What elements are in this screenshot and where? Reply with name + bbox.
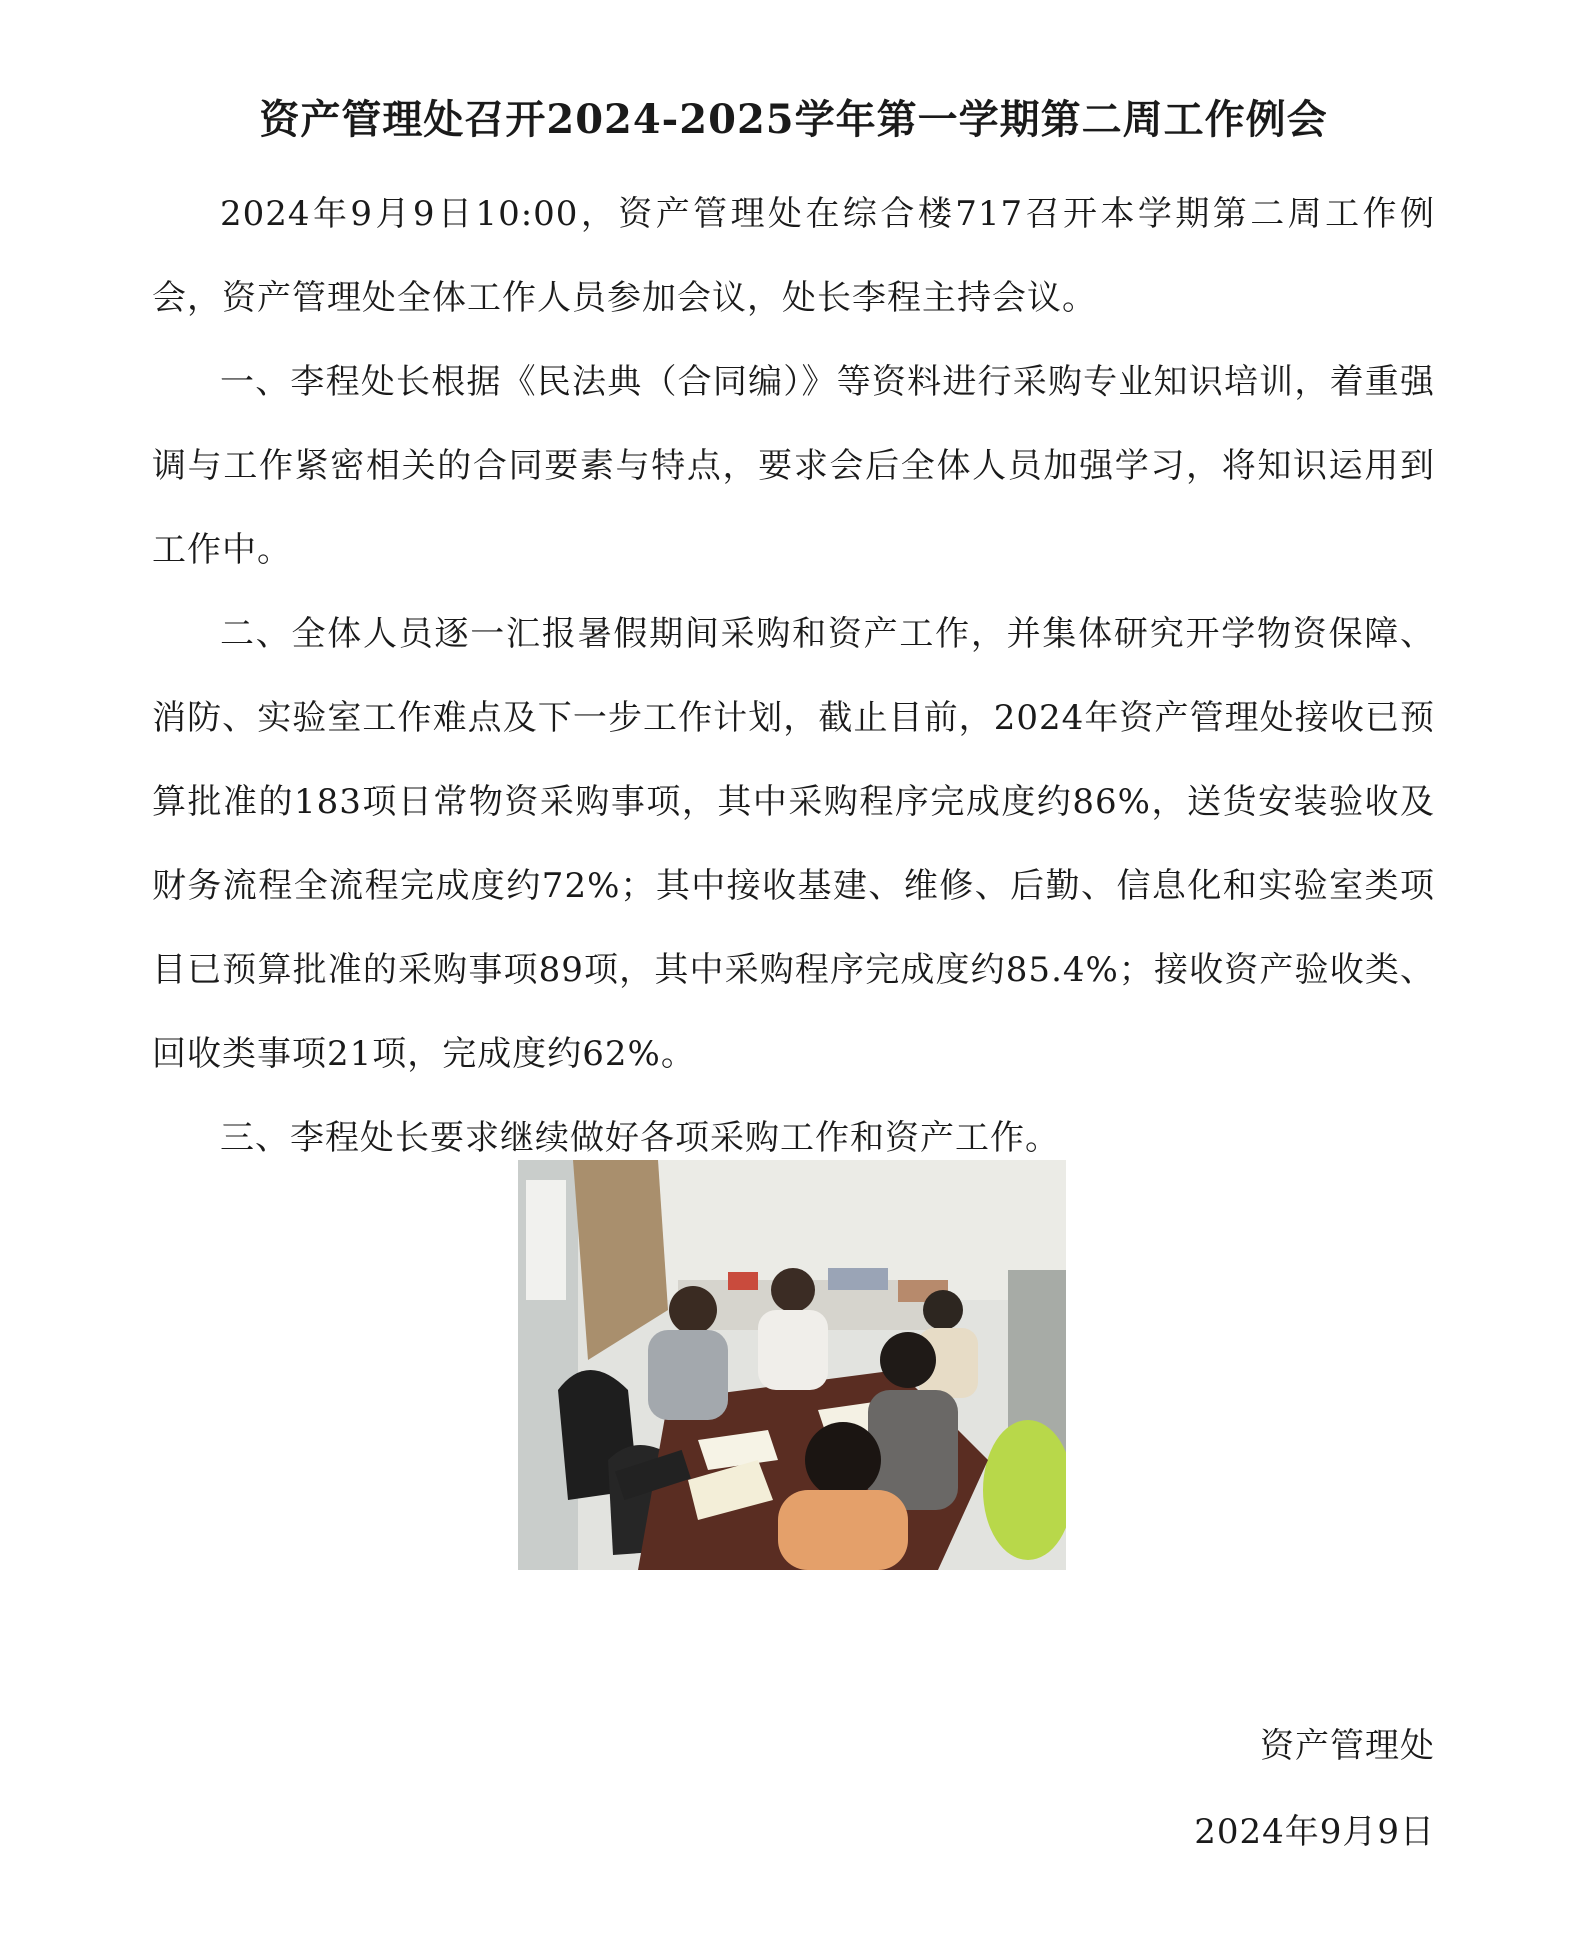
meeting-photo <box>518 1160 1066 1570</box>
document-title: 资产管理处召开2024-2025学年第一学期第二周工作例会 <box>259 96 1328 143</box>
paragraph-item-3: 三、李程处长要求继续做好各项采购工作和资产工作。 <box>220 1118 1060 1158</box>
paragraph-intro: 2024年9月9日10:00，资产管理处在综合楼717召开本学期第二周工作例会，资产管理处全体工作人员参加会议，处长李程主持会议。 <box>152 194 1435 318</box>
document-body <box>152 172 1435 1180</box>
paragraph-item-2: 二、全体人员逐一汇报暑假期间采购和资产工作，并集体研究开学物资保障、消防、实验室工作难点及下一步工作计划，截止目前，2024年资产管理处接收已预算批准的183项日常物资采购事项，其中采购程序完成度约86%，送货安装验收及财务流程全流程完成度约72%；其中接收基建、维修、后勤、信息化和实验室类项目已预算批准的采购事项89项，其中采购程序完成度约85.4%；接收资产验收类、回收类事项21项，完成度约62%。 <box>152 614 1435 1074</box>
paragraph-item-1: 一、李程处长根据《民法典（合同编）》等资料进行采购专业知识培训，着重强调与工作紧密相关的合同要素与特点，要求会后全体人员加强学习，将知识运用到工作中。 <box>152 362 1435 570</box>
signature-date: 2024年9月9日 <box>1194 1812 1435 1852</box>
signature-organization: 资产管理处 <box>1260 1726 1435 1766</box>
